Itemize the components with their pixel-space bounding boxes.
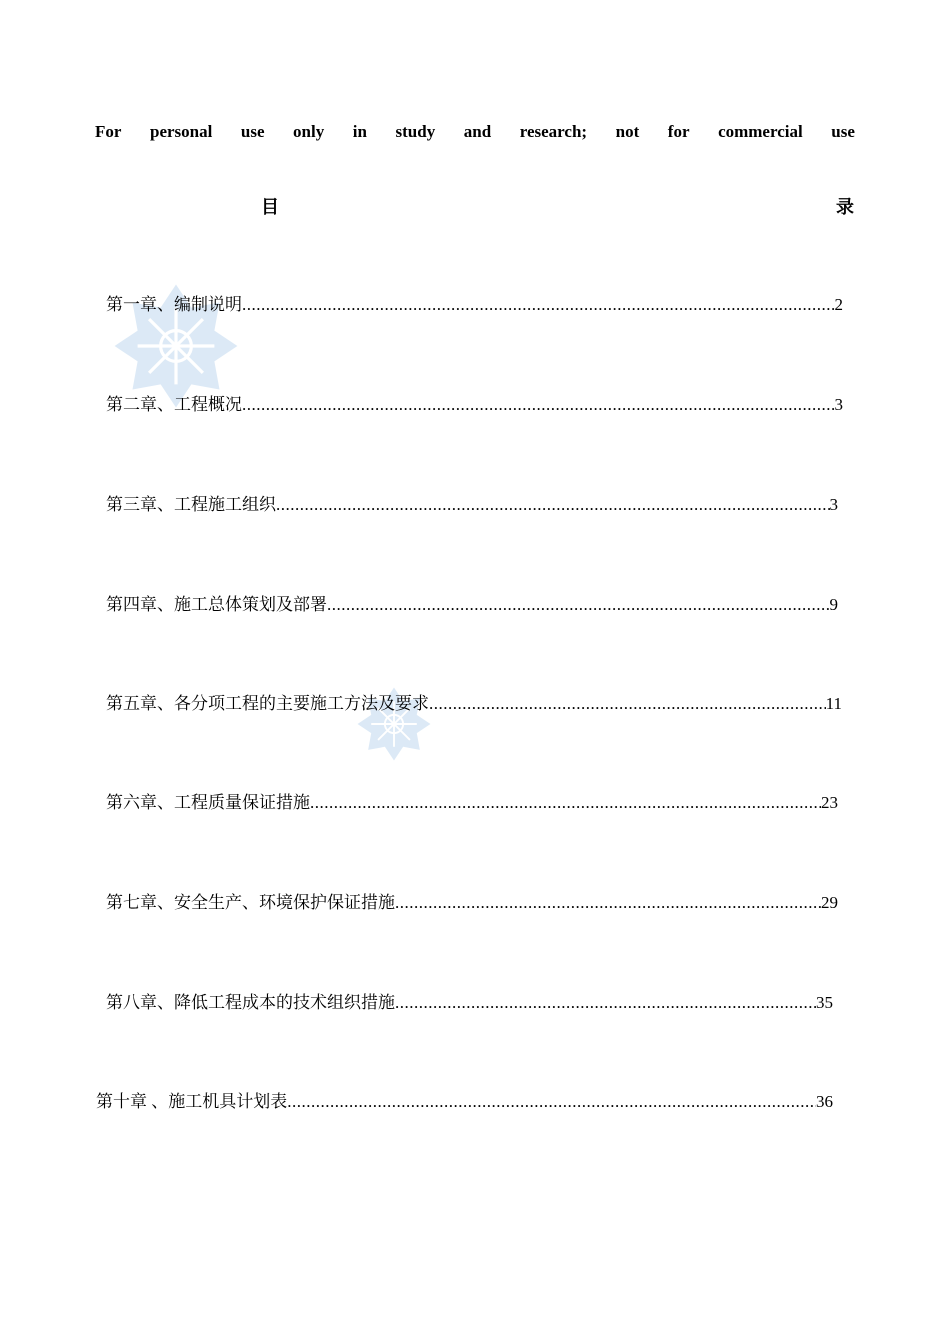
disclaimer-word: for (667, 122, 690, 141)
toc-entry-title: 第一章、编制说明 (106, 295, 242, 314)
toc-entry[interactable] (106, 693, 842, 715)
disclaimer-word: and (463, 122, 492, 141)
toc-entry[interactable] (106, 594, 838, 616)
toc-entry-page: 23 (821, 793, 838, 812)
toc-dot-leader (287, 1091, 816, 1113)
disclaimer-word: commercial (718, 122, 803, 141)
disclaimer-word: use (240, 122, 265, 141)
disclaimer-word: not (615, 122, 640, 141)
toc-entry[interactable] (106, 992, 833, 1014)
toc-entry-page: 35 (816, 993, 833, 1012)
toc-entry-title: 第十章 、施工机具计划表 (96, 1092, 288, 1111)
toc-dot-leader (429, 693, 826, 715)
toc-entry-page: 2 (834, 295, 843, 314)
disclaimer-word: in (352, 122, 367, 141)
toc-entry[interactable] (106, 294, 843, 316)
disclaimer-word: research; (519, 122, 588, 141)
disclaimer-word: personal (149, 122, 213, 141)
toc-entry-page: 11 (825, 694, 842, 713)
toc-dot-leader (242, 294, 835, 316)
toc-dot-leader (395, 892, 821, 914)
toc-dot-leader (327, 594, 830, 616)
disclaimer-word: study (395, 122, 436, 141)
toc-entry-title: 第三章、工程施工组织 (106, 495, 276, 514)
toc-entry-title: 第六章、工程质量保证措施 (106, 793, 310, 812)
toc-entry-page: 29 (821, 893, 838, 912)
toc-entry-title: 第七章、安全生产、环境保护保证措施 (106, 893, 395, 912)
disclaimer-line (95, 121, 855, 143)
toc-dot-leader (310, 792, 821, 814)
toc-entry-page: 3 (834, 395, 843, 414)
toc-entry[interactable] (96, 1091, 833, 1113)
toc-entry-page: 36 (816, 1092, 833, 1111)
toc-heading-left: 目 (261, 197, 279, 217)
toc-dot-leader (276, 494, 830, 516)
toc-entry[interactable] (106, 494, 838, 516)
toc-dot-leader (242, 394, 835, 416)
toc-entry[interactable] (106, 792, 838, 814)
disclaimer-word: only (293, 122, 325, 141)
toc-entry-title: 第二章、工程概况 (106, 395, 242, 414)
toc-entry[interactable] (106, 394, 843, 416)
toc-entry-page: 9 (829, 595, 838, 614)
toc-dot-leader (395, 992, 816, 1014)
toc-entry-title: 第五章、各分项工程的主要施工方法及要求 (106, 694, 429, 713)
toc-entry-title: 第四章、施工总体策划及部署 (106, 595, 327, 614)
disclaimer-word: For (95, 122, 122, 141)
toc-entry-page: 3 (829, 495, 838, 514)
toc-heading-right: 录 (836, 197, 854, 217)
toc-entry-title: 第八章、降低工程成本的技术组织措施 (106, 993, 395, 1012)
disclaimer-word: use (831, 122, 855, 141)
toc-entry[interactable] (106, 892, 838, 914)
